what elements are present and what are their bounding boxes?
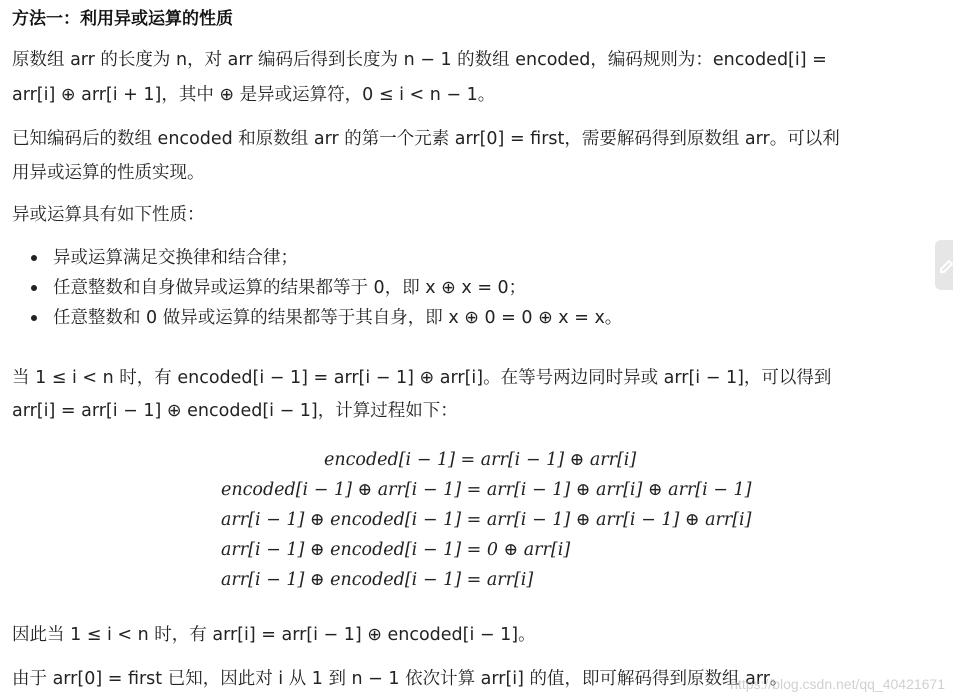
edit-icon [939, 256, 953, 274]
paragraph-encoding-rule-line1: 原数组 arr 的长度为 n，对 arr 编码后得到长度为 n − 1 的数组 encoded，编码规则为：encoded[i] = [12, 50, 827, 70]
equation-line: arr[i − 1] ⊕ encoded[i − 1] = arr[i − 1] ⊕ arr[i − 1] ⊕ arr[i] [221, 510, 752, 530]
list-item: 任意整数和自身做异或运算的结果都等于 0，即 x ⊕ x = 0； [12, 274, 622, 304]
section-heading: 方法一：利用异或运算的性质 [12, 9, 233, 29]
paragraph-derivation-line2: arr[i] = arr[i − 1] ⊕ encoded[i − 1]，计算过程如下： [12, 401, 458, 421]
equation-line: encoded[i − 1] = arr[i − 1] ⊕ arr[i] [324, 450, 637, 470]
paragraph-decode: 由于 arr[0] = first 已知，因此对 i 从 1 到 n − 1 依次计算 arr[i] 的值，即可解码得到原数组 arr。 [12, 669, 788, 689]
paragraph-known-line1: 已知编码后的数组 encoded 和原数组 arr 的第一个元素 arr[0] = first，需要解码得到原数组 arr。可以利 [12, 129, 840, 149]
side-edit-tab[interactable] [935, 240, 953, 290]
properties-list [12, 244, 622, 334]
equation-line: encoded[i − 1] ⊕ arr[i − 1] = arr[i − 1] ⊕ arr[i] ⊕ arr[i − 1] [221, 480, 752, 500]
paragraph-conclusion: 因此当 1 ≤ i < n 时，有 arr[i] = arr[i − 1] ⊕ encoded[i − 1]。 [12, 625, 536, 645]
paragraph-derivation-line1: 当 1 ≤ i < n 时，有 encoded[i − 1] = arr[i − 1] ⊕ arr[i]。在等号两边同时异或 arr[i − 1]，可以得到 [12, 368, 832, 388]
watermark: https://blog.csdn.net/qq_40421671 [730, 676, 945, 692]
list-item: 任意整数和 0 做异或运算的结果都等于其自身，即 x ⊕ 0 = 0 ⊕ x = x。 [12, 304, 622, 334]
equation-line: arr[i − 1] ⊕ encoded[i − 1] = arr[i] [221, 570, 534, 590]
paragraph-encoding-rule-line2: arr[i] ⊕ arr[i + 1]，其中 ⊕ 是异或运算符，0 ≤ i < n − 1。 [12, 85, 496, 105]
list-item: 异或运算满足交换律和结合律； [12, 244, 622, 274]
equation-line: arr[i − 1] ⊕ encoded[i − 1] = 0 ⊕ arr[i] [221, 540, 571, 560]
paragraph-properties-intro: 异或运算具有如下性质： [12, 205, 205, 225]
paragraph-known-line2: 用异或运算的性质实现。 [12, 163, 205, 183]
